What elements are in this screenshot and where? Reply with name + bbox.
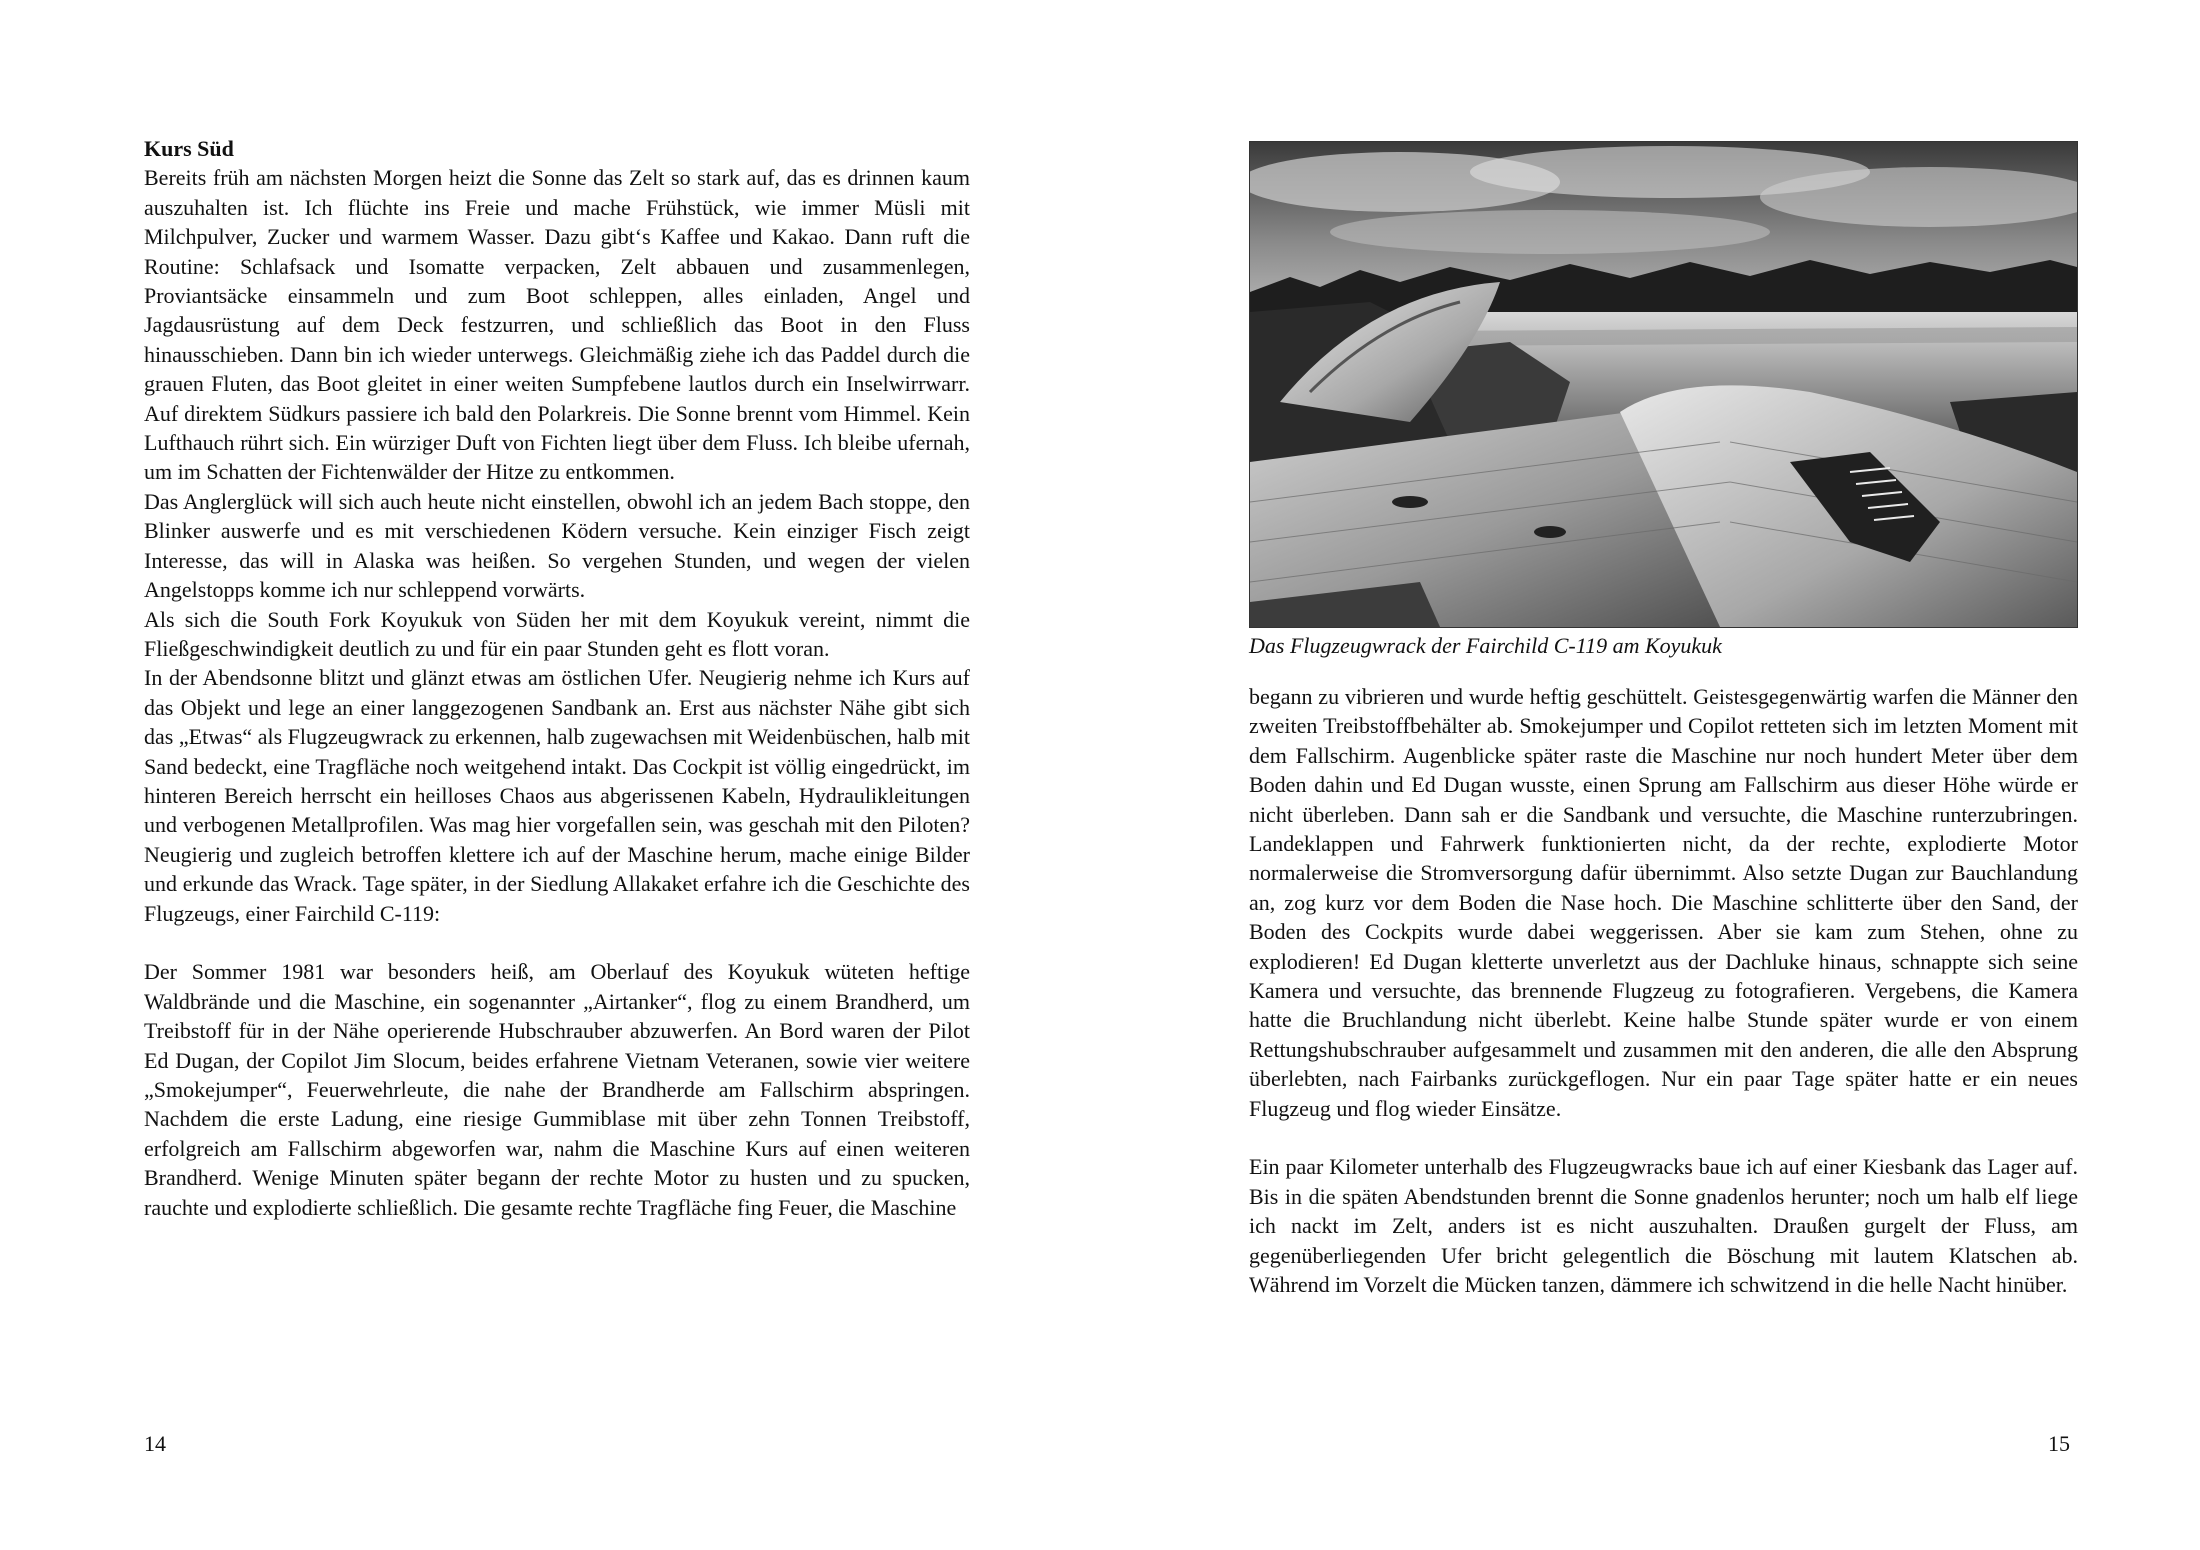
paragraph: Das Anglerglück will sich auch heute nicht einstellen, obwohl ich an jedem Bach stoppe, den Blinker auswerfe und es mit verschiedenen Ködern versuche. Kein einziger Fisch zeigt Interesse, das will in Alaska was heißen. So vergehen Stunden, und wegen der vielen Angelstopps komme ich nur schleppend vorwärts. (144, 488, 970, 603)
photo-caption: Das Flugzeugwrack der Fairchild C-119 am Koyukuk (1249, 633, 1722, 658)
chapter-heading: Kurs Süd (144, 136, 234, 161)
right-text-block (1249, 682, 2078, 1300)
page-number: 14 (144, 1431, 166, 1456)
paragraph: Ein paar Kilometer unterhalb des Flugzeugwracks baue ich auf einer Kiesbank das Lager auf. Bis in die späten Abendstunden brennt die Sonne gnadenlos herunter; noch um halb elf liege ich nackt im Zelt, anders ist es nicht auszuhalten. Draußen gurgelt der Fluss, am gegenüberliegenden Ufer bricht gelegentlich die Böschung mit lautem Klatschen ab. Während im Vorzelt die Mücken tanzen, dämmere ich schwitzend in die helle Nacht hinüber. (1249, 1154, 2078, 1298)
paragraph: Der Sommer 1981 war besonders heiß, am Oberlauf des Koyukuk wüteten heftige Waldbrände und die Maschine, ein sogenannter „Airtanker“, flog zu einem Brandherd, um Treibstoff für in der Nähe operierende Hubschrauber abzuwerfen. An Bord waren der Pilot Ed Dugan, der Copilot Jim Slocum, beides erfahrene Vietnam Veteranen, sowie vier weitere „Smokejumper“, Feuerwehrleute, die nahe der Brandherde am Fallschirm abspringen. Nachdem die erste Ladung, eine riesige Gummiblase mit über zehn Tonnen Treibstoff, erfolgreich am Fallschirm abgeworfen war, nahm die Maschine Kurs auf einen weiteren Brandherd. Wenige Minuten später begann der rechte Motor zu husten und zu spucken, rauchte und explodierte schließlich. Die gesamte rechte Tragfläche fing Feuer, die Maschine (144, 959, 970, 1220)
paragraph-gap (1249, 1123, 2078, 1152)
paragraph: Als sich die South Fork Koyukuk von Süden her mit dem Koyukuk vereint, nimmt die Fließgeschwindigkeit deutlich zu und für ein paar Stunden geht es flott voran. (144, 606, 970, 661)
paragraph: In der Abendsonne blitzt und glänzt etwas am östlichen Ufer. Neugierig nehme ich Kurs auf das Objekt und lege an einer langgezogenen Sandbank an. Erst aus nächster Nähe gibt sich das „Etwas“ als Flugzeugwrack zu erkennen, halb zugewachsen mit Weidenbüschen, halb mit Sand bedeckt, eine Tragfläche noch weitgehend intakt. Das Cockpit ist völlig eingedrückt, im hinteren Bereich herrscht ein heilloses Chaos aus abgerissenen Kabeln, Hydraulikleitungen und verbogenen Metallprofilen. Was mag hier vorgefallen sein, was geschah mit den Piloten? Neugierig und zugleich betroffen klettere ich auf der Maschine herum, mache einige Bilder und erkunde das Wrack. Tage später, in der Siedlung Allakaket erfahre ich die Geschichte des Flugzeugs, einer Fairchild C-119: (144, 665, 970, 926)
right-page (1100, 0, 2200, 1550)
photo-illustration (1250, 142, 2077, 627)
page-number: 15 (2048, 1431, 2070, 1456)
left-text-block (144, 134, 970, 1222)
airplane-wreck-photo (1249, 141, 2078, 628)
paragraph: begann zu vibrieren und wurde heftig geschüttelt. Geistesgegenwärtig warfen die Männer den zweiten Treibstoffbehälter ab. Smokejumper und Copilot retteten sich im letzten Moment mit dem Fallschirm. Augenblicke später raste die Maschine nur noch hundert Meter über dem Boden dahin und Ed Dugan wusste, einen Sprung am Fallschirm aus dieser Höhe würde er nicht überleben. Dann sah er die Sandbank und versuchte, die Maschine runterzubringen. Landeklappen und Fahrwerk funktionierten nicht, da der rechte, explodierte Motor normalerweise die Stromversorgung dafür übernimmt. Also setzte Dugan zur Bauchlandung an, zog kurz vor dem Boden die Nase hoch. Die Maschine schlitterte über den Sand, der Boden des Cockpits wurde dabei weggerissen. Aber sie kam zum Stehen, ohne zu explodieren! Ed Dugan kletterte unverletzt aus der Dachluke hinaus, schnappte sich seine Kamera und versuchte, das brennende Flugzeug zu fotografieren. Vergebens, die Kamera hatte die Bruchlandung nicht überlebt. Keine halbe Stunde später wurde er von einem Rettungshubschrauber aufgesammelt und zusammen mit den anderen, die alle den Absprung überlebten, nach Fairbanks zurückgeflogen. Nur ein paar Tage später hatte er ein neues Flugzeug und flog wieder Einsätze. (1249, 684, 2078, 1121)
paragraph-gap (144, 928, 970, 957)
paragraph: Bereits früh am nächsten Morgen heizt die Sonne das Zelt so stark auf, das es drinnen kaum auszuhalten ist. Ich flüchte ins Freie und mache Frühstück, wie immer Müsli mit Milchpulver, Zucker und warmem Wasser. Dazu gibt‘s Kaffee und Kakao. Dann ruft die Routine: Schlafsack und Isomatte verpacken, Zelt abbauen und zusammenlegen, Proviantsäcke einsammeln und zum Boot schleppen, alles einladen, Angel und Jagdausrüstung auf dem Deck festzurren, und schließlich das Boot in den Fluss hinausschieben. Dann bin ich wieder unterwegs. Gleichmäßig ziehe ich das Paddel durch die grauen Fluten, das Boot gleitet in einer weiten Sumpfebene lautlos durch ein Inselwirrwarr. Auf direktem Südkurs passiere ich bald den Polarkreis. Die Sonne brennt vom Himmel. Kein Lufthauch rührt sich. Ein würziger Duft von Fichten liegt über dem Fluss. Ich bleibe ufernah, um im Schatten der Fichtenwälder der Hitze zu entkommen. (144, 165, 970, 485)
